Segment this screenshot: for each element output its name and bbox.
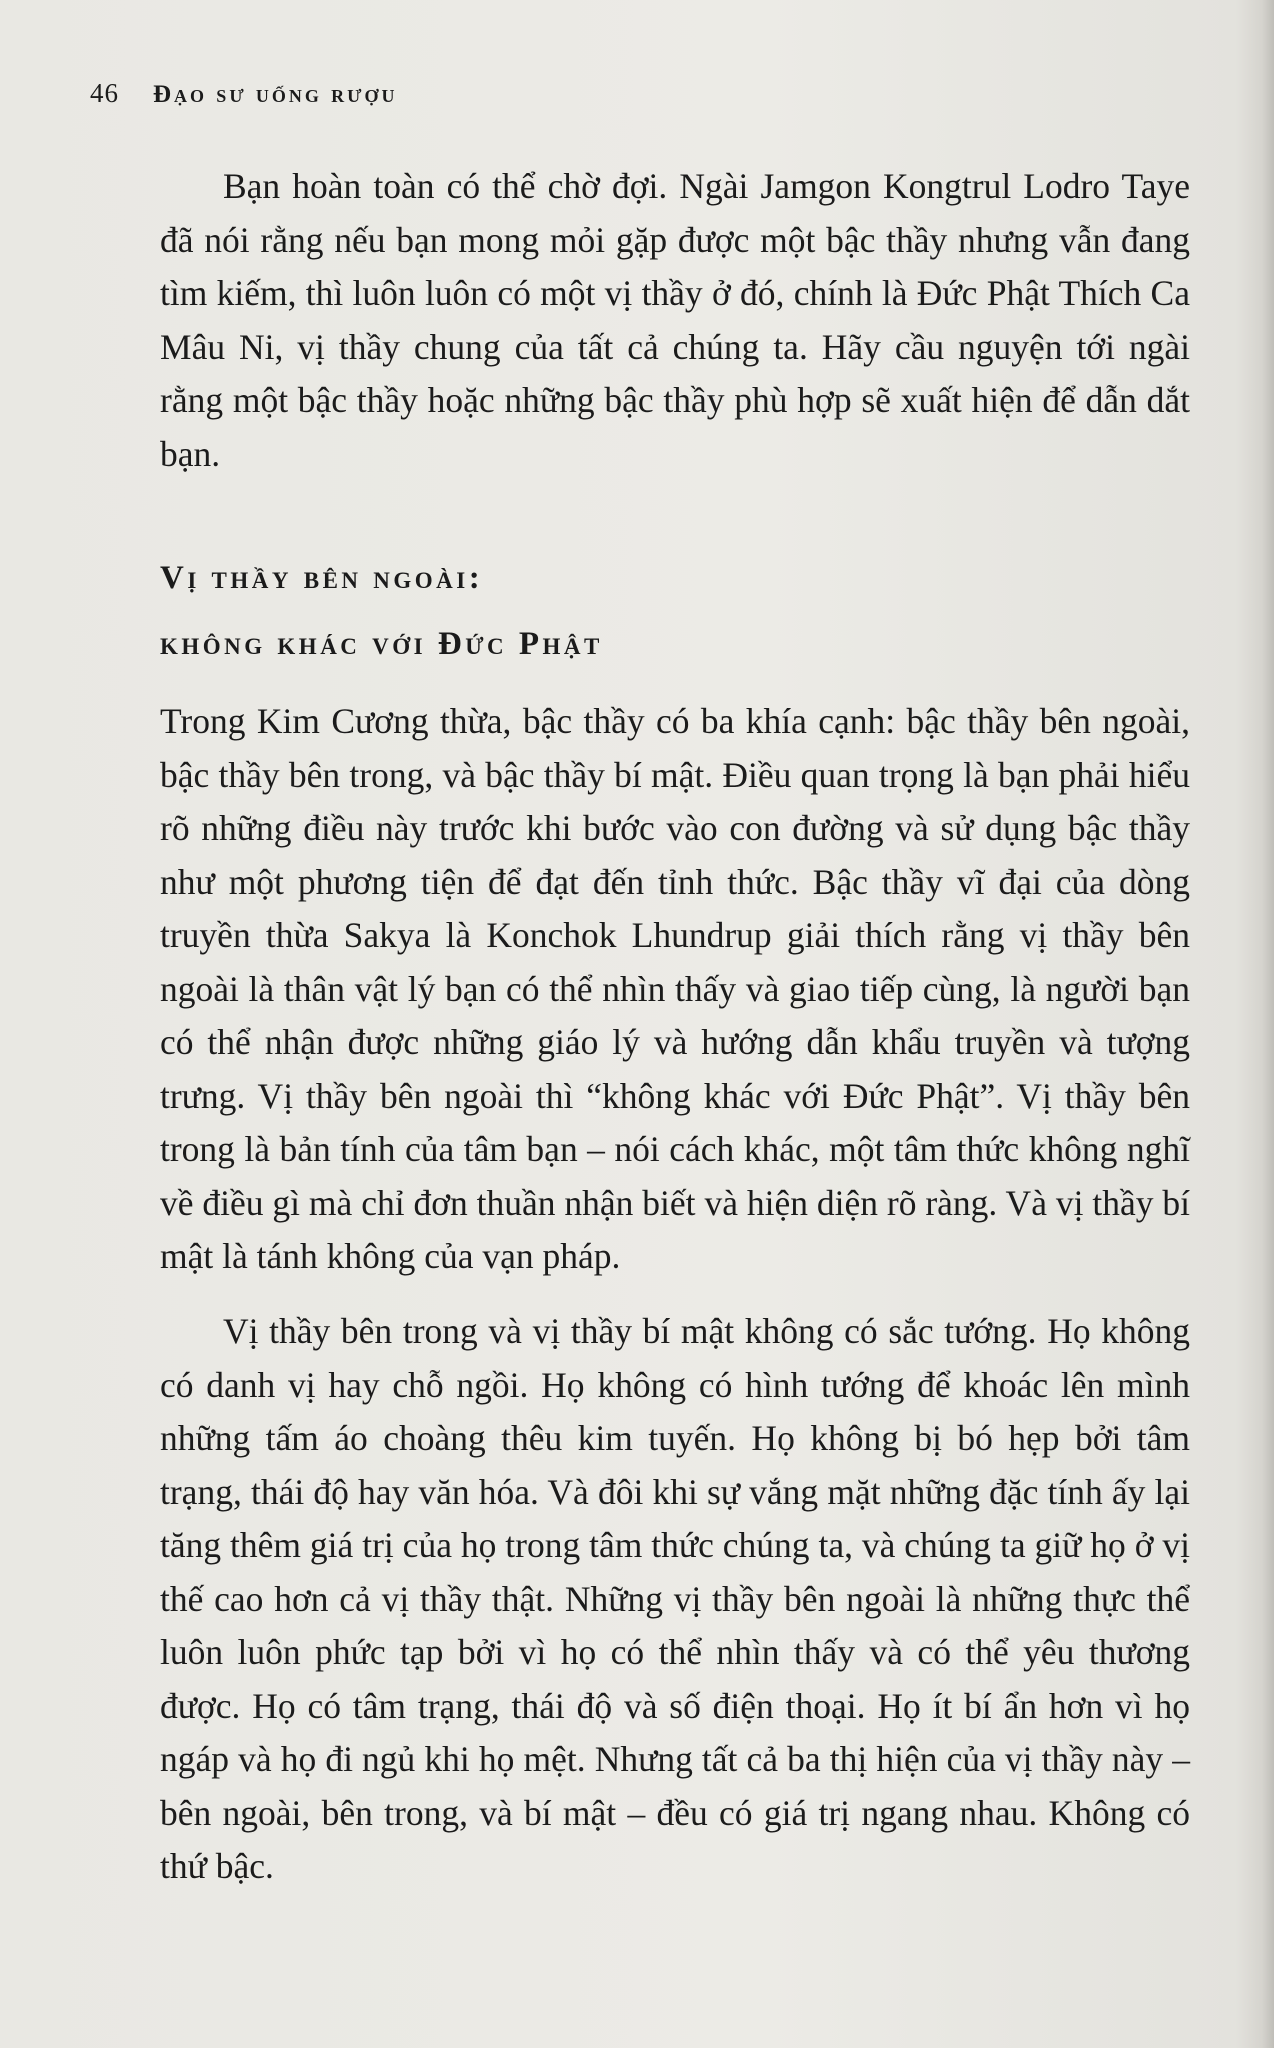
- section-heading-line-1: Vị thầy bên ngoài:: [160, 560, 484, 596]
- running-title: Đạo sư uống rượu: [153, 81, 398, 108]
- paragraph-2: Trong Kim Cương thừa, bậc thầy có ba khía cạnh: bậc thầy bên ngoài, bậc thầy bên trong, và bậc thầy bí mật. Điều quan trọng là bạn phải hiểu rõ những điều này trước khi bước vào con đường và sử dụng bậc thầy như một phương tiện để đạt đến tỉnh thức. Bậc thầy vĩ đại của dòng truyền thừa Sakya là Konchok Lhundrup giải thích rằng vị thầy bên ngoài là thân vật lý bạn có thể nhìn thấy và giao tiếp cùng, là người bạn có thể nhận được những giáo lý và hướng dẫn khẩu truyền và tượng trưng. Vị thầy bên ngoài thì “không khác với Đức Phật”. Vị thầy bên trong là bản tính của tâm bạn – nói cách khác, một tâm thức không nghĩ về điều gì mà chỉ đơn thuần nhận biết và hiện diện rõ ràng. Và vị thầy bí mật là tánh không của vạn pháp.: [160, 701, 1190, 1276]
- section-heading-line-2: không khác với Đức Phật: [160, 626, 603, 662]
- paragraph-1: Bạn hoàn toàn có thể chờ đợi. Ngài Jamgon Kongtrul Lodro Taye đã nói rằng nếu bạn mong mỏi gặp được một bậc thầy nhưng vẫn đang tìm kiếm, thì luôn luôn có một vị thầy ở đó, chính là Đức Phật Thích Ca Mâu Ni, vị thầy chung của tất cả chúng ta. Hãy cầu nguyện tới ngài rằng một bậc thầy hoặc những bậc thầy phù hợp sẽ xuất hiện để dẫn dắt bạn.: [160, 166, 1190, 474]
- running-head: [90, 78, 790, 118]
- paragraph-3: Vị thầy bên trong và vị thầy bí mật không có sắc tướng. Họ không có danh vị hay chỗ ngồi. Họ không có hình tướng để khoác lên mình những tấm áo choàng thêu kim tuyến. Họ không bị bó hẹp bởi tâm trạng, thái độ hay văn hóa. Và đôi khi sự vắng mặt những đặc tính ấy lại tăng thêm giá trị của họ trong tâm thức chúng ta, và chúng ta giữ họ ở vị thế cao hơn cả vị thầy thật. Những vị thầy bên ngoài là những thực thể luôn luôn phức tạp bởi vì họ có thể nhìn thấy và có thể yêu thương được. Họ có tâm trạng, thái độ và số điện thoại. Họ ít bí ẩn hơn vì họ ngáp và họ đi ngủ khi họ mệt. Nhưng tất cả ba thị hiện của vị thầy này – bên ngoài, bên trong, và bí mật – đều có giá trị ngang nhau. Không có thứ bậc.: [160, 1311, 1190, 1886]
- page-edge-shadow: [1262, 0, 1274, 2048]
- page-number: 46: [90, 78, 119, 108]
